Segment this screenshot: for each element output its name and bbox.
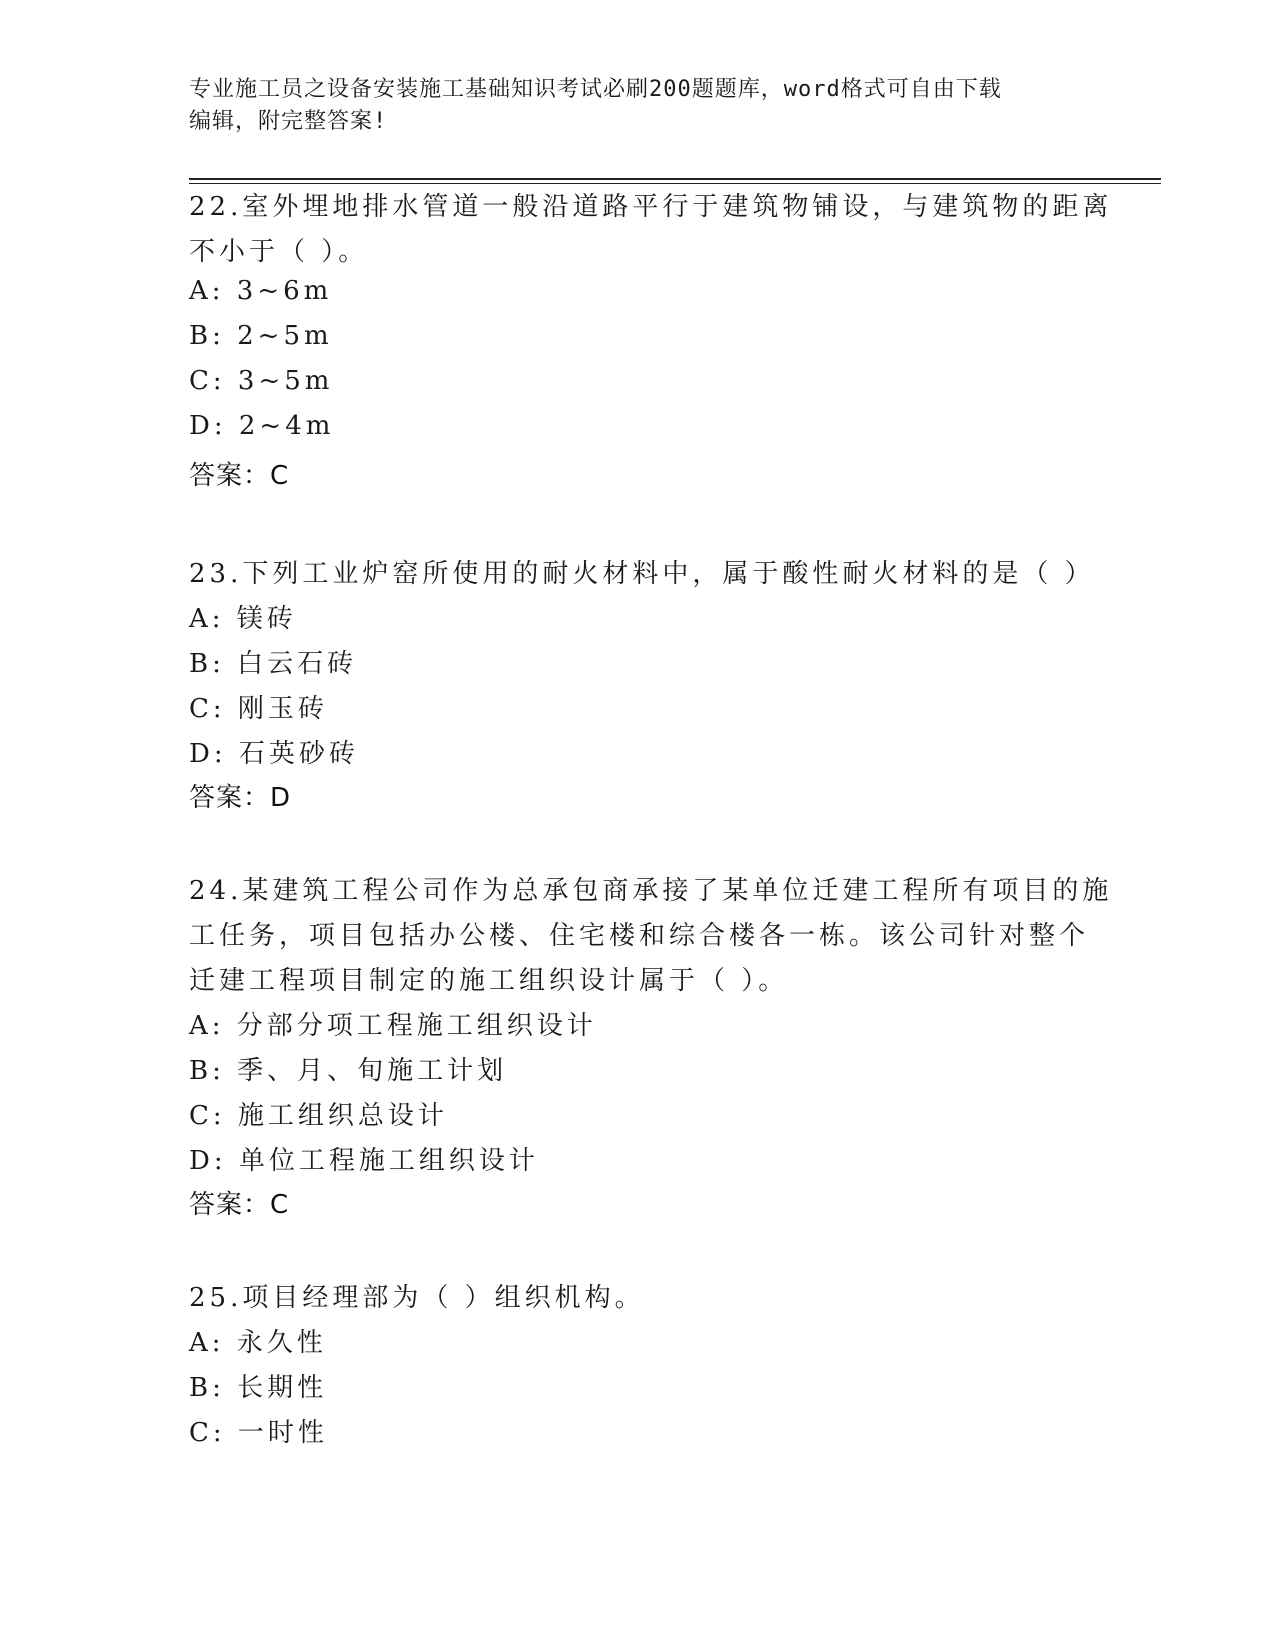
question-22-stem-line-2: 不小于（ ）。 — [189, 237, 369, 267]
question-22-option-d: D: 2~4m — [189, 411, 335, 441]
question-23-option-b: B: 白云石砖 — [189, 649, 358, 679]
header-line-2: 编辑，附完整答案! — [189, 109, 388, 134]
question-23-option-a: A: 镁砖 — [189, 604, 297, 634]
question-24-option-a: A: 分部分项工程施工组织设计 — [189, 1011, 597, 1041]
question-23-option-c: C: 刚玉砖 — [189, 694, 328, 724]
question-24-stem-line-1: 24.某建筑工程公司作为总承包商承接了某单位迁建工程所有项目的施 — [189, 876, 1113, 906]
question-22-option-c: C: 3~5m — [189, 366, 334, 396]
question-23-stem-line-1: 23.下列工业炉窑所使用的耐火材料中，属于酸性耐火材料的是（ ） — [189, 559, 1095, 589]
question-23-answer: 答案：D — [189, 783, 292, 813]
header-line-1: 专业施工员之设备安装施工基础知识考试必刷200题题库，word格式可自由下载 — [189, 77, 1002, 102]
question-24-stem-line-2: 工任务，项目包括办公楼、住宅楼和综合楼各一栋。该公司针对整个 — [189, 921, 1090, 951]
question-24-option-c: C: 施工组织总设计 — [189, 1101, 448, 1131]
question-22-stem-line-1: 22.室外埋地排水管道一般沿道路平行于建筑物铺设，与建筑物的距离 — [189, 192, 1113, 222]
question-25-option-c: C: 一时性 — [189, 1418, 328, 1448]
question-24-answer: 答案：C — [189, 1190, 290, 1220]
header-divider-thin — [189, 183, 1161, 184]
question-23-option-d: D: 石英砂砖 — [189, 739, 359, 769]
document-header — [189, 74, 1089, 138]
question-24-stem-line-3: 迁建工程项目制定的施工组织设计属于（ ）。 — [189, 966, 789, 996]
question-25-option-b: B: 长期性 — [189, 1373, 328, 1403]
question-22-option-b: B: 2~5m — [189, 321, 333, 351]
header-divider-thick — [189, 178, 1161, 180]
question-22-answer: 答案：C — [189, 461, 290, 491]
question-25-option-a: A: 永久性 — [189, 1328, 327, 1358]
question-25-stem-line-1: 25.项目经理部为（ ）组织机构。 — [189, 1283, 645, 1313]
question-24-option-d: D: 单位工程施工组织设计 — [189, 1146, 539, 1176]
question-22-option-a: A: 3~6m — [189, 276, 333, 306]
question-24-option-b: B: 季、月、旬施工计划 — [189, 1056, 508, 1086]
